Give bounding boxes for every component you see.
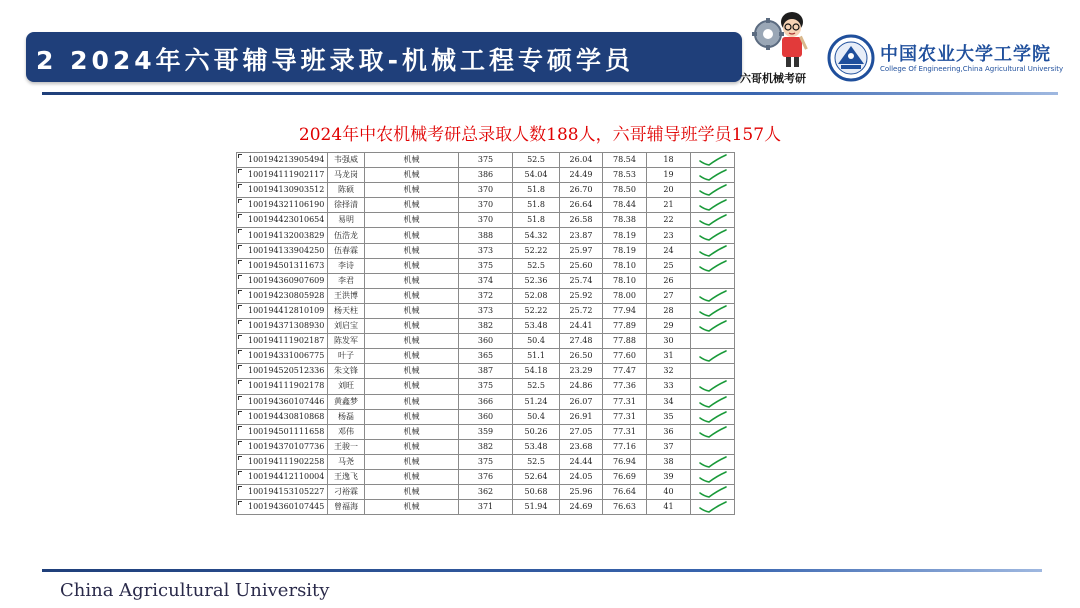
weighted-score-cell: 50.68 bbox=[513, 485, 560, 500]
total-score-cell: 77.31 bbox=[603, 424, 647, 439]
weighted-score-cell: 52.22 bbox=[513, 303, 560, 318]
rank-cell: 25 bbox=[647, 258, 691, 273]
checkmark-icon bbox=[697, 425, 729, 440]
major-cell: 机械 bbox=[365, 273, 459, 288]
table-row bbox=[237, 288, 735, 303]
rank-cell: 21 bbox=[647, 198, 691, 213]
checkmark-icon bbox=[697, 168, 729, 183]
score-cell: 370 bbox=[459, 213, 513, 228]
check-cell bbox=[691, 485, 735, 500]
name-cell: 徐择清 bbox=[328, 198, 365, 213]
major-cell: 机械 bbox=[365, 439, 459, 454]
rank-cell: 20 bbox=[647, 183, 691, 198]
title-banner bbox=[26, 32, 742, 82]
table-row bbox=[237, 213, 735, 228]
rank-cell: 37 bbox=[647, 439, 691, 454]
score-cell: 375 bbox=[459, 454, 513, 469]
total-score-cell: 77.60 bbox=[603, 349, 647, 364]
student-id-cell: 100194111902178 bbox=[237, 379, 328, 394]
major-cell: 机械 bbox=[365, 153, 459, 168]
total-score-cell: 78.19 bbox=[603, 228, 647, 243]
rank-cell: 40 bbox=[647, 485, 691, 500]
rank-cell: 33 bbox=[647, 379, 691, 394]
check-cell bbox=[691, 213, 735, 228]
retest-score-cell: 24.41 bbox=[560, 319, 603, 334]
admission-summary: 2024年中农机械考研总录取人数188人，六哥辅导班学员157人 bbox=[298, 125, 782, 145]
rank-cell: 26 bbox=[647, 273, 691, 288]
score-cell: 370 bbox=[459, 198, 513, 213]
checkmark-icon bbox=[697, 183, 729, 198]
major-cell: 机械 bbox=[365, 258, 459, 273]
score-cell: 388 bbox=[459, 228, 513, 243]
retest-score-cell: 27.48 bbox=[560, 334, 603, 349]
table-row bbox=[237, 364, 735, 379]
check-cell bbox=[691, 454, 735, 469]
major-cell: 机械 bbox=[365, 379, 459, 394]
weighted-score-cell: 52.64 bbox=[513, 469, 560, 484]
major-cell: 机械 bbox=[365, 409, 459, 424]
mascot-logo bbox=[752, 6, 818, 68]
table-row bbox=[237, 228, 735, 243]
checkmark-icon bbox=[697, 289, 729, 304]
total-score-cell: 78.50 bbox=[603, 183, 647, 198]
student-id-cell: 100194360907609 bbox=[237, 273, 328, 288]
score-cell: 372 bbox=[459, 288, 513, 303]
checkmark-icon bbox=[697, 259, 729, 274]
retest-score-cell: 26.50 bbox=[560, 349, 603, 364]
total-score-cell: 77.31 bbox=[603, 394, 647, 409]
rank-cell: 28 bbox=[647, 303, 691, 318]
student-id-cell: 100194213905494 bbox=[237, 153, 328, 168]
total-score-cell: 78.44 bbox=[603, 198, 647, 213]
total-score-cell: 77.16 bbox=[603, 439, 647, 454]
total-score-cell: 77.31 bbox=[603, 409, 647, 424]
check-cell bbox=[691, 379, 735, 394]
retest-score-cell: 26.64 bbox=[560, 198, 603, 213]
checkmark-icon bbox=[697, 500, 729, 515]
weighted-score-cell: 51.24 bbox=[513, 394, 560, 409]
total-score-cell: 77.36 bbox=[603, 379, 647, 394]
table-row bbox=[237, 454, 735, 469]
major-cell: 机械 bbox=[365, 243, 459, 258]
admission-table bbox=[236, 152, 735, 515]
total-score-cell: 77.88 bbox=[603, 334, 647, 349]
retest-score-cell: 27.05 bbox=[560, 424, 603, 439]
footer-divider bbox=[42, 569, 1042, 572]
total-score-cell: 77.47 bbox=[603, 364, 647, 379]
weighted-score-cell: 52.5 bbox=[513, 258, 560, 273]
name-cell: 王洪博 bbox=[328, 288, 365, 303]
name-cell: 刘旺 bbox=[328, 379, 365, 394]
major-cell: 机械 bbox=[365, 168, 459, 183]
score-cell: 374 bbox=[459, 273, 513, 288]
check-cell bbox=[691, 288, 735, 303]
checkmark-icon bbox=[697, 470, 729, 485]
checkmark-icon bbox=[697, 395, 729, 410]
score-cell: 360 bbox=[459, 409, 513, 424]
table-row bbox=[237, 469, 735, 484]
check-cell bbox=[691, 500, 735, 515]
rank-cell: 23 bbox=[647, 228, 691, 243]
total-score-cell: 77.89 bbox=[603, 319, 647, 334]
major-cell: 机械 bbox=[365, 183, 459, 198]
weighted-score-cell: 53.48 bbox=[513, 439, 560, 454]
page-title: 2 2024年六哥辅导班录取-机械工程专硕学员 bbox=[36, 46, 635, 75]
name-cell: 李诗 bbox=[328, 258, 365, 273]
check-cell bbox=[691, 258, 735, 273]
rank-cell: 18 bbox=[647, 153, 691, 168]
student-id-cell: 100194430810868 bbox=[237, 409, 328, 424]
retest-score-cell: 24.86 bbox=[560, 379, 603, 394]
table-row bbox=[237, 334, 735, 349]
check-cell bbox=[691, 349, 735, 364]
weighted-score-cell: 53.48 bbox=[513, 319, 560, 334]
table-row bbox=[237, 273, 735, 288]
weighted-score-cell: 50.26 bbox=[513, 424, 560, 439]
retest-score-cell: 25.60 bbox=[560, 258, 603, 273]
score-cell: 360 bbox=[459, 334, 513, 349]
student-id-cell: 100194360107445 bbox=[237, 500, 328, 515]
major-cell: 机械 bbox=[365, 288, 459, 303]
score-cell: 386 bbox=[459, 168, 513, 183]
retest-score-cell: 26.70 bbox=[560, 183, 603, 198]
weighted-score-cell: 52.36 bbox=[513, 273, 560, 288]
name-cell: 王逸飞 bbox=[328, 469, 365, 484]
school-name-en: College Of Engineering,China Agricultural University bbox=[880, 65, 1064, 73]
check-cell bbox=[691, 273, 735, 288]
total-score-cell: 78.19 bbox=[603, 243, 647, 258]
checkmark-icon bbox=[697, 455, 729, 470]
school-emblem-icon bbox=[826, 34, 876, 82]
name-cell: 邓伟 bbox=[328, 424, 365, 439]
retest-score-cell: 25.92 bbox=[560, 288, 603, 303]
retest-score-cell: 26.07 bbox=[560, 394, 603, 409]
table-row bbox=[237, 500, 735, 515]
retest-score-cell: 24.49 bbox=[560, 168, 603, 183]
name-cell: 朱文锋 bbox=[328, 364, 365, 379]
weighted-score-cell: 54.04 bbox=[513, 168, 560, 183]
weighted-score-cell: 54.18 bbox=[513, 364, 560, 379]
retest-score-cell: 24.69 bbox=[560, 500, 603, 515]
name-cell: 杨天柱 bbox=[328, 303, 365, 318]
check-cell bbox=[691, 469, 735, 484]
header-divider bbox=[42, 92, 1058, 95]
name-cell: 刘启宝 bbox=[328, 319, 365, 334]
retest-score-cell: 24.44 bbox=[560, 454, 603, 469]
checkmark-icon bbox=[697, 349, 729, 364]
major-cell: 机械 bbox=[365, 485, 459, 500]
name-cell: 马尧 bbox=[328, 454, 365, 469]
student-id-cell: 100194133904250 bbox=[237, 243, 328, 258]
checkmark-icon bbox=[697, 198, 729, 213]
retest-score-cell: 25.96 bbox=[560, 485, 603, 500]
student-id-cell: 100194153105227 bbox=[237, 485, 328, 500]
score-cell: 375 bbox=[459, 379, 513, 394]
total-score-cell: 76.64 bbox=[603, 485, 647, 500]
total-score-cell: 78.54 bbox=[603, 153, 647, 168]
check-cell bbox=[691, 183, 735, 198]
student-id-cell: 100194130903512 bbox=[237, 183, 328, 198]
major-cell: 机械 bbox=[365, 454, 459, 469]
check-cell bbox=[691, 319, 735, 334]
checkmark-icon bbox=[697, 213, 729, 228]
name-cell: 伍浩龙 bbox=[328, 228, 365, 243]
table-row bbox=[237, 439, 735, 454]
check-cell bbox=[691, 394, 735, 409]
total-score-cell: 78.53 bbox=[603, 168, 647, 183]
retest-score-cell: 23.29 bbox=[560, 364, 603, 379]
checkmark-icon bbox=[697, 485, 729, 500]
name-cell: 黄鑫梦 bbox=[328, 394, 365, 409]
student-id-cell: 100194412810109 bbox=[237, 303, 328, 318]
student-id-cell: 100194360107446 bbox=[237, 394, 328, 409]
retest-score-cell: 26.04 bbox=[560, 153, 603, 168]
rank-cell: 19 bbox=[647, 168, 691, 183]
name-cell: 易明 bbox=[328, 213, 365, 228]
check-cell bbox=[691, 364, 735, 379]
weighted-score-cell: 50.4 bbox=[513, 334, 560, 349]
retest-score-cell: 25.97 bbox=[560, 243, 603, 258]
total-score-cell: 76.69 bbox=[603, 469, 647, 484]
check-cell bbox=[691, 168, 735, 183]
student-id-cell: 100194423010654 bbox=[237, 213, 328, 228]
weighted-score-cell: 50.4 bbox=[513, 409, 560, 424]
check-cell bbox=[691, 243, 735, 258]
table-row bbox=[237, 485, 735, 500]
retest-score-cell: 26.58 bbox=[560, 213, 603, 228]
student-id-cell: 100194501311673 bbox=[237, 258, 328, 273]
rank-cell: 32 bbox=[647, 364, 691, 379]
table-row bbox=[237, 303, 735, 318]
name-cell: 杨磊 bbox=[328, 409, 365, 424]
score-cell: 373 bbox=[459, 243, 513, 258]
table-row bbox=[237, 424, 735, 439]
student-id-cell: 100194412110004 bbox=[237, 469, 328, 484]
rank-cell: 24 bbox=[647, 243, 691, 258]
major-cell: 机械 bbox=[365, 500, 459, 515]
name-cell: 陈硕 bbox=[328, 183, 365, 198]
student-id-cell: 100194371308930 bbox=[237, 319, 328, 334]
retest-score-cell: 23.68 bbox=[560, 439, 603, 454]
major-cell: 机械 bbox=[365, 394, 459, 409]
retest-score-cell: 26.91 bbox=[560, 409, 603, 424]
weighted-score-cell: 52.5 bbox=[513, 153, 560, 168]
score-cell: 387 bbox=[459, 364, 513, 379]
check-cell bbox=[691, 198, 735, 213]
total-score-cell: 77.94 bbox=[603, 303, 647, 318]
student-id-cell: 100194111902258 bbox=[237, 454, 328, 469]
checkmark-icon bbox=[697, 153, 729, 168]
rank-cell: 30 bbox=[647, 334, 691, 349]
major-cell: 机械 bbox=[365, 469, 459, 484]
mascot-caption: 六哥机械考研 bbox=[740, 72, 806, 85]
major-cell: 机械 bbox=[365, 228, 459, 243]
table-row bbox=[237, 394, 735, 409]
table-row bbox=[237, 409, 735, 424]
checkmark-icon bbox=[697, 228, 729, 243]
table-row bbox=[237, 168, 735, 183]
major-cell: 机械 bbox=[365, 424, 459, 439]
table-row bbox=[237, 243, 735, 258]
check-cell bbox=[691, 409, 735, 424]
retest-score-cell: 23.87 bbox=[560, 228, 603, 243]
table-row bbox=[237, 153, 735, 168]
score-cell: 373 bbox=[459, 303, 513, 318]
name-cell: 李君 bbox=[328, 273, 365, 288]
student-id-cell: 100194501111658 bbox=[237, 424, 328, 439]
checkmark-icon bbox=[697, 304, 729, 319]
name-cell: 叶子 bbox=[328, 349, 365, 364]
score-cell: 366 bbox=[459, 394, 513, 409]
table-row bbox=[237, 319, 735, 334]
name-cell: 曾福海 bbox=[328, 500, 365, 515]
school-name-cn: 中国农业大学工学院 bbox=[880, 44, 1051, 65]
table-row bbox=[237, 198, 735, 213]
checkmark-icon bbox=[697, 379, 729, 394]
rank-cell: 35 bbox=[647, 409, 691, 424]
footer-university-name: China Agricultural University bbox=[60, 580, 330, 601]
table-body bbox=[237, 153, 735, 515]
weighted-score-cell: 51.8 bbox=[513, 213, 560, 228]
student-id-cell: 100194111902187 bbox=[237, 334, 328, 349]
total-score-cell: 78.10 bbox=[603, 273, 647, 288]
table-row bbox=[237, 258, 735, 273]
check-cell bbox=[691, 303, 735, 318]
student-id-cell: 100194132003829 bbox=[237, 228, 328, 243]
name-cell: 马龙岗 bbox=[328, 168, 365, 183]
score-cell: 382 bbox=[459, 439, 513, 454]
rank-cell: 29 bbox=[647, 319, 691, 334]
check-cell bbox=[691, 228, 735, 243]
rank-cell: 22 bbox=[647, 213, 691, 228]
check-cell bbox=[691, 153, 735, 168]
check-cell bbox=[691, 334, 735, 349]
score-cell: 376 bbox=[459, 469, 513, 484]
check-cell bbox=[691, 424, 735, 439]
rank-cell: 41 bbox=[647, 500, 691, 515]
major-cell: 机械 bbox=[365, 334, 459, 349]
retest-score-cell: 25.72 bbox=[560, 303, 603, 318]
student-id-cell: 100194111902117 bbox=[237, 168, 328, 183]
total-score-cell: 76.63 bbox=[603, 500, 647, 515]
score-cell: 365 bbox=[459, 349, 513, 364]
score-cell: 382 bbox=[459, 319, 513, 334]
student-id-cell: 100194321106190 bbox=[237, 198, 328, 213]
total-score-cell: 76.94 bbox=[603, 454, 647, 469]
checkmark-icon bbox=[697, 319, 729, 334]
total-score-cell: 78.38 bbox=[603, 213, 647, 228]
score-cell: 375 bbox=[459, 153, 513, 168]
name-cell: 陈发军 bbox=[328, 334, 365, 349]
total-score-cell: 78.10 bbox=[603, 258, 647, 273]
weighted-score-cell: 51.1 bbox=[513, 349, 560, 364]
weighted-score-cell: 52.22 bbox=[513, 243, 560, 258]
major-cell: 机械 bbox=[365, 319, 459, 334]
student-id-cell: 100194230805928 bbox=[237, 288, 328, 303]
check-cell bbox=[691, 439, 735, 454]
total-score-cell: 78.00 bbox=[603, 288, 647, 303]
score-cell: 375 bbox=[459, 258, 513, 273]
rank-cell: 31 bbox=[647, 349, 691, 364]
weighted-score-cell: 52.5 bbox=[513, 379, 560, 394]
name-cell: 刁裕霖 bbox=[328, 485, 365, 500]
rank-cell: 27 bbox=[647, 288, 691, 303]
weighted-score-cell: 54.32 bbox=[513, 228, 560, 243]
weighted-score-cell: 51.94 bbox=[513, 500, 560, 515]
rank-cell: 38 bbox=[647, 454, 691, 469]
rank-cell: 36 bbox=[647, 424, 691, 439]
retest-score-cell: 24.05 bbox=[560, 469, 603, 484]
weighted-score-cell: 51.8 bbox=[513, 198, 560, 213]
major-cell: 机械 bbox=[365, 213, 459, 228]
student-id-cell: 100194370107736 bbox=[237, 439, 328, 454]
major-cell: 机械 bbox=[365, 364, 459, 379]
name-cell: 伍春霖 bbox=[328, 243, 365, 258]
student-id-cell: 100194331006775 bbox=[237, 349, 328, 364]
score-cell: 359 bbox=[459, 424, 513, 439]
student-id-cell: 100194520512336 bbox=[237, 364, 328, 379]
score-cell: 370 bbox=[459, 183, 513, 198]
major-cell: 机械 bbox=[365, 349, 459, 364]
weighted-score-cell: 51.8 bbox=[513, 183, 560, 198]
table-row bbox=[237, 349, 735, 364]
weighted-score-cell: 52.5 bbox=[513, 454, 560, 469]
retest-score-cell: 25.74 bbox=[560, 273, 603, 288]
rank-cell: 39 bbox=[647, 469, 691, 484]
table-row bbox=[237, 379, 735, 394]
score-cell: 371 bbox=[459, 500, 513, 515]
weighted-score-cell: 52.08 bbox=[513, 288, 560, 303]
checkmark-icon bbox=[697, 410, 729, 425]
name-cell: 韦强威 bbox=[328, 153, 365, 168]
table-row bbox=[237, 183, 735, 198]
score-cell: 362 bbox=[459, 485, 513, 500]
checkmark-icon bbox=[697, 244, 729, 259]
rank-cell: 34 bbox=[647, 394, 691, 409]
major-cell: 机械 bbox=[365, 303, 459, 318]
name-cell: 王骏一 bbox=[328, 439, 365, 454]
major-cell: 机械 bbox=[365, 198, 459, 213]
